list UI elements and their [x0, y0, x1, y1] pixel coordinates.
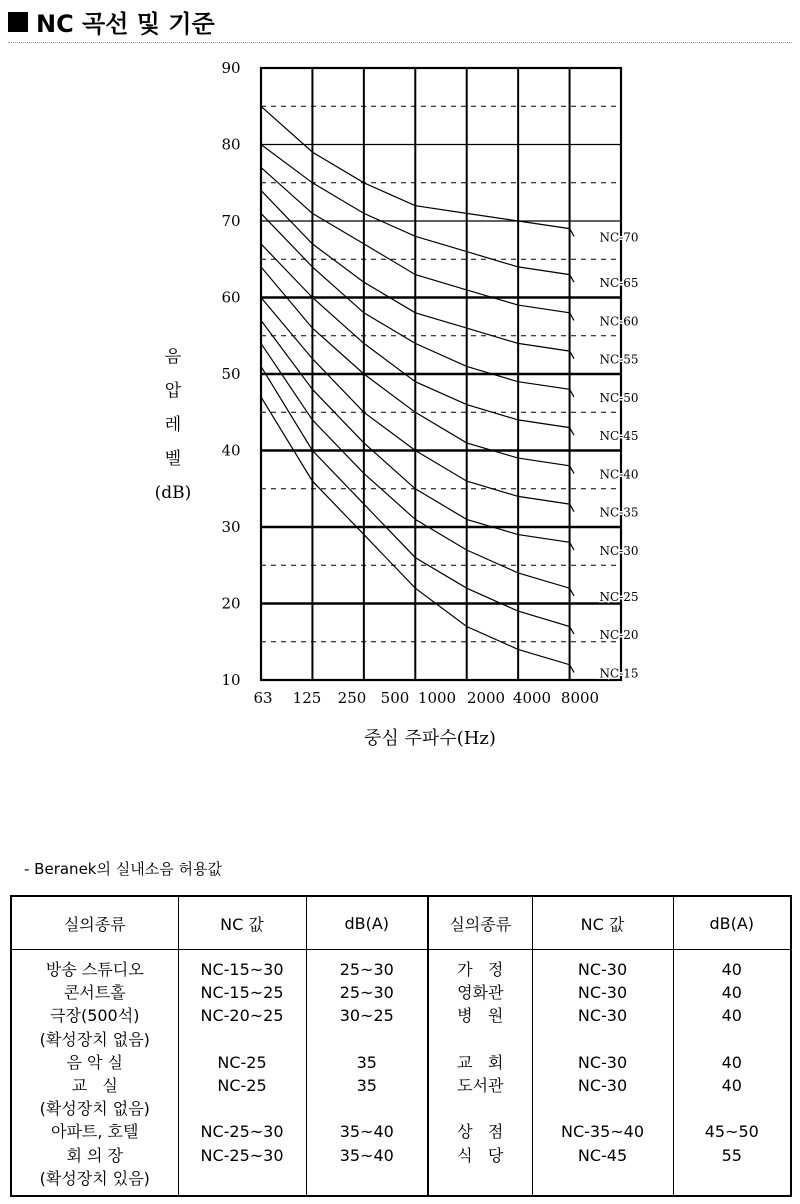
y-tick-label: 50 — [221, 365, 241, 383]
x-tick-label: 500 — [380, 689, 410, 707]
nc-value-cell: NC-30 NC-30 NC-30 NC-30 NC-30 NC-35~40 NC-45 — [532, 950, 673, 1197]
noise-criteria-table — [10, 895, 792, 1197]
y-tick-label: 70 — [221, 212, 241, 230]
y-tick-label: 20 — [221, 594, 241, 613]
nc-curve-label: NC-60 — [599, 314, 639, 329]
room-type-cell: 방송 스튜디오 콘서트홀 극장(500석) (확성장치 없음) 음 악 실 교 실 (확성장치 없음) 아파트, 호텔 회 의 장 (확성장치 있음) — [39, 960, 150, 1188]
header-nc-value: NC 값 — [178, 896, 306, 950]
dba-cell: 25~30 25~30 30~25 35 35 35~40 35~40 — [306, 950, 428, 1197]
nc-curve-line — [261, 244, 574, 435]
x-tick-label: 1000 — [417, 689, 457, 707]
nc-curve-label: NC-30 — [599, 543, 639, 558]
y-axis-label-line: 음 — [164, 347, 182, 367]
nc-curve-line — [261, 298, 574, 512]
x-axis-label: 중심 주파수(Hz) — [364, 728, 496, 749]
nc-curve-label: NC-35 — [599, 505, 639, 520]
x-tick-label: 4000 — [512, 689, 552, 707]
x-tick-label: 125 — [292, 689, 322, 707]
nc-curve-label: NC-55 — [599, 352, 639, 367]
nc-curve-line — [261, 190, 574, 358]
nc-curve-label: NC-15 — [599, 666, 639, 681]
y-tick-label: 40 — [221, 441, 241, 460]
nc-curve-label: NC-25 — [599, 589, 639, 604]
nc-curve-label: NC-65 — [599, 276, 639, 291]
y-axis-label-line: 압 — [164, 381, 182, 401]
room-type-cell: 가 정 영화관 병 원 교 회 도서관 상 점 식 당 — [428, 950, 532, 1197]
table-subtitle: - Beranek의 실내소음 허용값 — [24, 860, 222, 878]
table-header-row — [11, 896, 791, 950]
x-tick-label: 63 — [253, 689, 273, 707]
y-tick-label: 30 — [221, 518, 241, 536]
nc-curve-label: NC-45 — [599, 429, 639, 444]
header-nc-value: NC 값 — [532, 896, 673, 950]
x-tick-label: 2000 — [466, 689, 506, 707]
y-axis-label-line: 레 — [164, 415, 182, 435]
table-row — [11, 950, 791, 1197]
nc-curve-label: NC-70 — [599, 230, 639, 245]
header-dba: dB(A) — [673, 896, 791, 950]
x-tick-label: 8000 — [560, 689, 600, 707]
nc-curve-line — [261, 320, 574, 550]
nc-curve-line — [261, 106, 574, 236]
y-tick-label: 10 — [221, 671, 241, 689]
nc-curve-line — [261, 397, 574, 673]
y-tick-label: 90 — [221, 59, 241, 77]
nc-value-cell: NC-15~30 NC-15~25 NC-20~25 NC-25 NC-25 NC-25~30 NC-25~30 — [178, 950, 306, 1197]
page-title-text: NC 곡선 및 기준 — [36, 10, 215, 38]
nc-curve-label: NC-20 — [599, 628, 639, 643]
x-tick-label: 250 — [337, 689, 367, 707]
nc-curve-line — [261, 366, 574, 634]
nc-curve-label: NC-40 — [599, 467, 639, 482]
y-tick-label: 80 — [221, 135, 241, 154]
dba-cell: 40 40 40 40 40 45~50 55 — [673, 950, 791, 1197]
y-axis-label-line: (dB) — [154, 483, 192, 503]
header-room-type: 실의종류 — [11, 896, 178, 950]
y-axis-label — [148, 340, 198, 510]
nc-curve-line — [261, 213, 574, 397]
nc-curve-label: NC-50 — [599, 390, 639, 405]
header-dba: dB(A) — [306, 896, 428, 950]
y-axis-label-line: 벨 — [164, 449, 182, 469]
nc-curve-line — [261, 343, 574, 596]
header-room-type: 실의종류 — [428, 896, 532, 950]
y-tick-label: 60 — [221, 288, 241, 307]
